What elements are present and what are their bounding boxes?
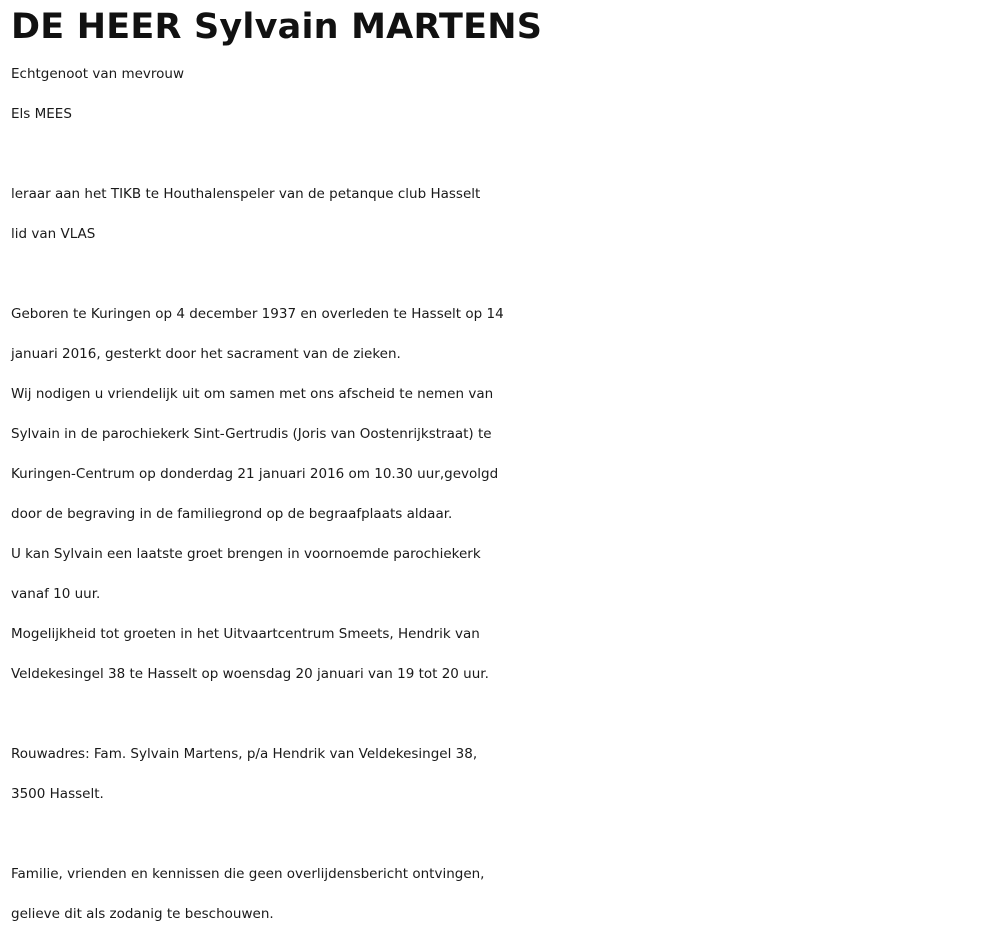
address-line: Rouwadres: Fam. Sylvain Martens, p/a Hendrik van Veldekesingel 38, [11,746,478,762]
role-line: leraar aan het TIKB te Houthalenspeler van de petanque club Hasselt [11,186,481,202]
closing-line: Familie, vrienden en kennissen die geen overlijdensbericht ontvingen, [11,866,485,882]
main-text-line: Veldekesingel 38 te Hasselt op woensdag 20 januari van 19 tot 20 uur. [11,666,489,682]
spacer [11,134,991,174]
spouse-label: Echtgenoot van mevrouw [11,66,185,82]
closing-line: gelieve dit als zodanig te beschouwen. [11,906,274,922]
notice-body [11,54,991,934]
role-line: lid van VLAS [11,226,96,242]
main-text-line: Sylvain in de parochiekerk Sint-Gertrudis (Joris van Oostenrijkstraat) te [11,426,492,442]
address-line: 3500 Hasselt. [11,786,104,802]
main-text-line: U kan Sylvain een laatste groet brengen in voornoemde parochiekerk [11,546,481,562]
main-text-line: Wij nodigen u vriendelijk uit om samen met ons afscheid te nemen van [11,386,494,402]
main-text-line: door de begraving in de familiegrond op de begraafplaats aldaar. [11,506,453,522]
main-text-line: januari 2016, gesterkt door het sacrament van de zieken. [11,346,401,362]
notice-title: DE HEER Sylvain MARTENS [11,7,543,47]
main-text-line: Geboren te Kuringen op 4 december 1937 en overleden te Hasselt op 14 [11,306,504,322]
main-text-line: Kuringen-Centrum op donderdag 21 januari 2016 om 10.30 uur,gevolgd [11,466,499,482]
main-text-line: vanaf 10 uur. [11,586,101,602]
spacer [11,694,991,734]
spacer [11,814,991,854]
spouse-name: Els MEES [11,106,72,122]
spacer [11,254,991,294]
main-text-line: Mogelijkheid tot groeten in het Uitvaartcentrum Smeets, Hendrik van [11,626,480,642]
